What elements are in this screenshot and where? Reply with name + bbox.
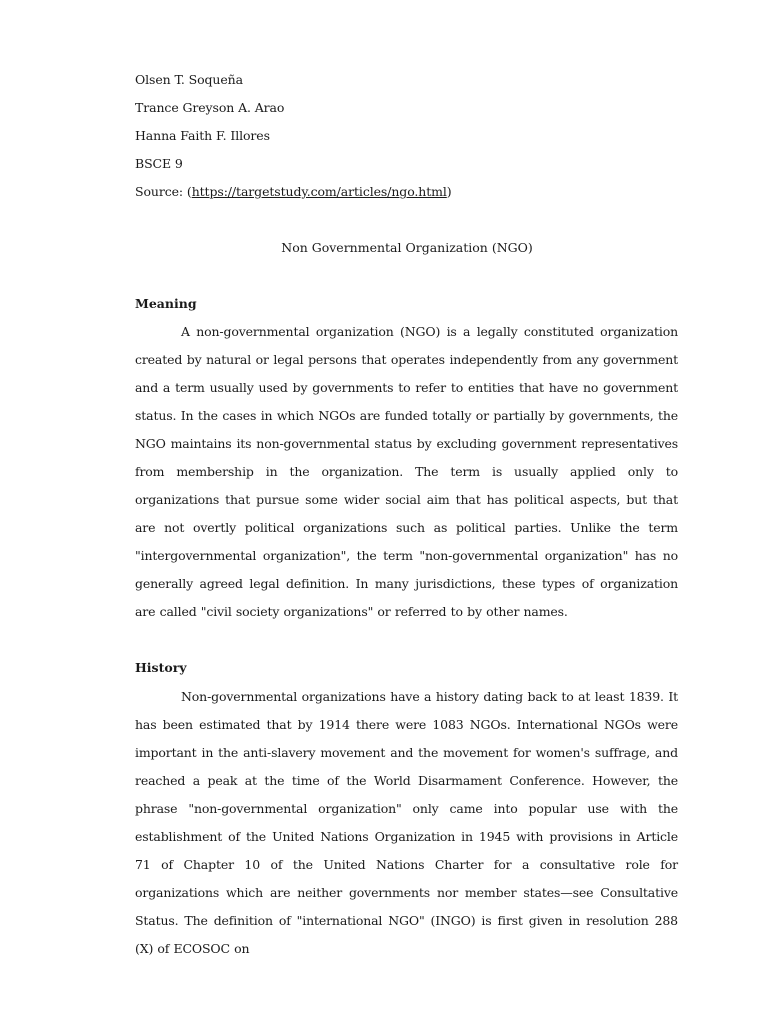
source-line (135, 184, 452, 200)
document-title: Non Governmental Organization (NGO) (281, 240, 533, 255)
section-label: BSCE 9 (135, 156, 183, 171)
source-suffix: ) (446, 184, 452, 199)
history-paragraph: Non-governmental organizations have a history dating back to at least 1839. It has been estimated that by 1914 there were 1083 NGOs. International NGOs were important in the anti-slavery movement and the movement for women's suffrage, and reached a peak at the time of the World Disarmament Conference. However, the phrase "non-governmental organization" only came into popular use with the establishment of the United Nations Organization in 1945 with provisions in Article 71 of Chapter 10 of the United Nations Charter for a consultative role for organizations which are neither governments nor member states—see Consultative Status. The definition of "international NGO" (INGO) is first given in resolution 288 (X) of ECOSOC on (135, 689, 678, 956)
author-name: Olsen T. Soqueña (135, 72, 243, 87)
history-heading: History (135, 660, 187, 675)
source-link[interactable]: https://targetstudy.com/articles/ngo.html (191, 184, 447, 199)
author-name: Hanna Faith F. Illores (135, 128, 270, 143)
source-prefix: Source: ( (135, 184, 192, 199)
meaning-paragraph: A non-governmental organization (NGO) is a legally constituted organization created by natural or legal persons that operates independently from any government and a term usually used by governments to refer to entities that have no government status. In the cases in which NGOs are funded totally or partially by governments, the NGO maintains its non-governmental status by excluding government representatives from membership in the organization. The term is usually applied only to organizations that pursue some wider social aim that has political aspects, but that are not overtly political organizations such as political parties. Unlike the term "intergovernmental organization", the term "non-governmental organization" has no generally agreed legal definition. In many jurisdictions, these types of organization are called "civil society organizations" or referred to by other names. (135, 324, 678, 619)
meaning-heading: Meaning (135, 296, 197, 311)
author-name: Trance Greyson A. Arao (135, 100, 285, 115)
